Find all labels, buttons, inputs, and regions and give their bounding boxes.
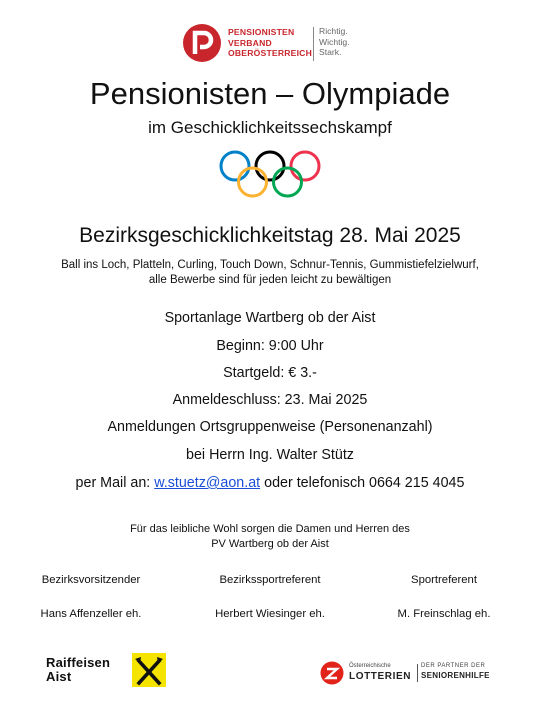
disciplines-text	[0, 258, 540, 288]
raiffeisen-line: Raiffeisen	[46, 655, 111, 670]
signature-name: M. Freinschlag eh.	[397, 608, 491, 620]
contact-line	[0, 475, 540, 491]
lotterien-small-text: Österreichische	[349, 663, 391, 669]
lotterien-name: LOTTERIEN	[349, 671, 412, 682]
raiffeisen-logo	[46, 650, 170, 690]
start-time-text: Beginn: 9:00 Uhr	[216, 338, 324, 354]
slogan-line: Stark.	[319, 47, 342, 57]
org-line: VERBAND	[228, 37, 272, 48]
thanks-line: Für das leibliche Wohl sorgen die Damen und Herren des	[130, 523, 410, 535]
contact-prefix: per Mail an:	[75, 475, 155, 491]
lotterien-tagline: SENIORENHILFE	[421, 671, 490, 680]
thanks-line: PV Wartberg ob der Aist	[211, 538, 329, 550]
signature-role: Bezirksvorsitzender	[41, 574, 141, 586]
pv-logo	[182, 22, 362, 68]
logo-divider	[313, 27, 314, 61]
raiffeisen-line: Aist	[46, 669, 72, 684]
disciplines-line: Ball ins Loch, Platteln, Curling, Touch Down, Schnur-Tennis, Gummistiefelzielwurf,	[61, 259, 479, 271]
lotterien-tagline-small: DER PARTNER DER	[421, 663, 486, 669]
lotterien-logo-mark-icon	[320, 661, 344, 685]
contact-person-text: bei Herrn Ing. Walter Stütz	[186, 447, 354, 463]
thanks-text	[0, 522, 540, 552]
slogan-line: Wichtig.	[319, 36, 350, 47]
signature-name: Herbert Wiesinger eh.	[215, 608, 325, 620]
lotterien-divider	[417, 664, 418, 682]
lotterien-logo	[320, 660, 500, 688]
deadline-text: Anmeldeschluss: 23. Mai 2025	[172, 392, 368, 408]
fee-text: Startgeld: € 3.-	[223, 365, 317, 381]
raiffeisen-gable-cross-icon	[132, 653, 166, 687]
pv-logo-text	[228, 27, 312, 59]
org-line: PENSIONISTEN	[228, 27, 295, 37]
page-subtitle: im Geschicklichkeitssechskampf	[148, 118, 392, 137]
logo-slogan	[319, 26, 350, 58]
disciplines-line: alle Bewerbe sind für jeden leicht zu bewältigen	[148, 274, 392, 286]
signature-role: Bezirkssportreferent	[219, 574, 321, 586]
raiffeisen-logo-text	[46, 656, 110, 684]
page-title: Pensionisten – Olympiade	[89, 76, 451, 111]
email-link[interactable]: w.stuetz@aon.at	[154, 475, 261, 491]
signature-role: Sportreferent	[411, 574, 477, 586]
signature-name: Hans Affenzeller eh.	[40, 608, 142, 620]
event-title: Bezirksgeschicklichkeitstag 28. Mai 2025	[79, 224, 461, 247]
venue-text: Sportanlage Wartberg ob der Aist	[164, 310, 376, 326]
registration-text: Anmeldungen Ortsgruppenweise (Personenanzahl)	[107, 419, 433, 435]
olympic-rings-icon	[218, 150, 322, 200]
pv-logo-mark-icon	[182, 23, 222, 63]
slogan-line: Richtig.	[319, 26, 348, 36]
org-line: OBERÖSTERREICH	[228, 48, 312, 58]
contact-suffix: oder telefonisch 0664 215 4045	[260, 475, 465, 491]
